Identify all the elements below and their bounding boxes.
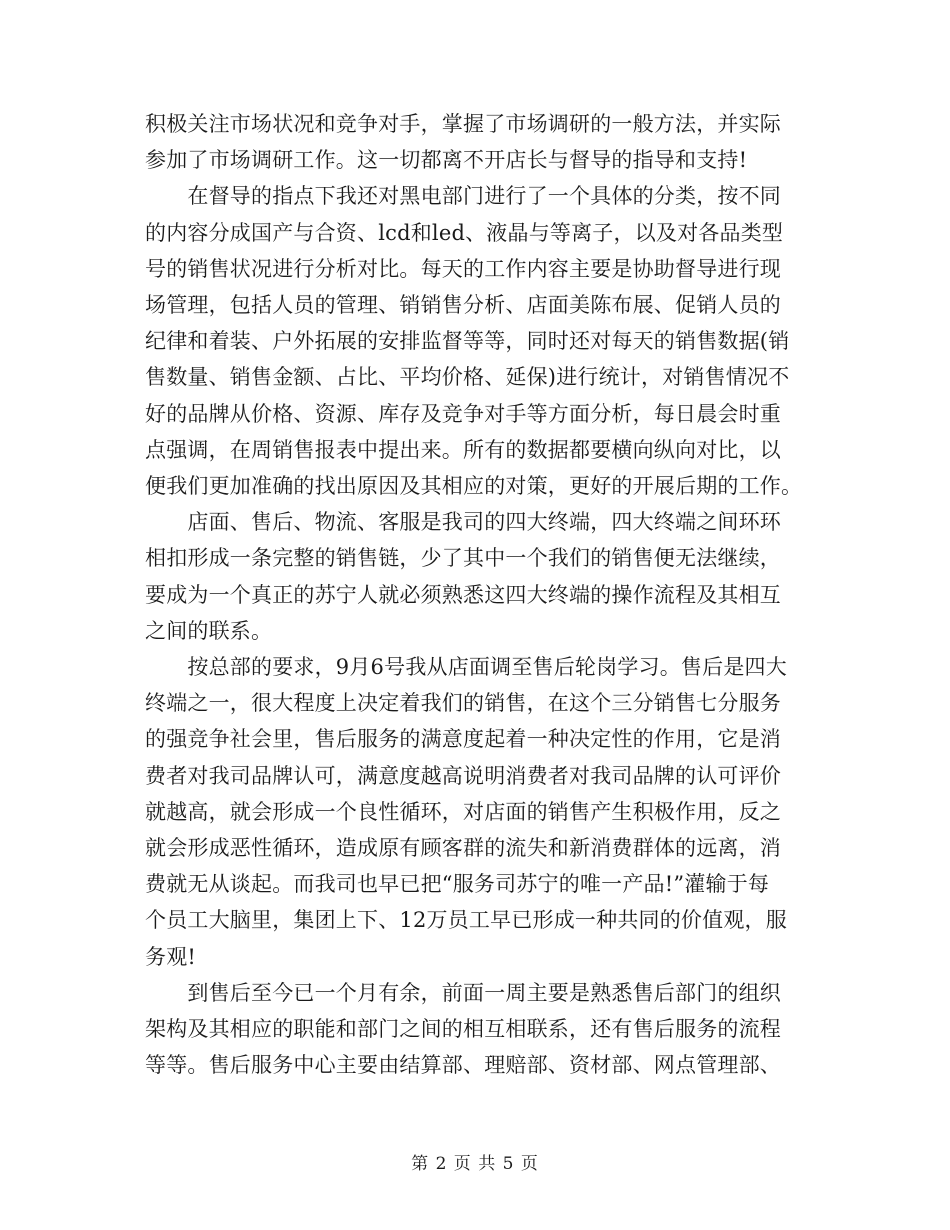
page-footer: 第 2 页 共 5 页 bbox=[411, 1154, 539, 1174]
body-text-line: 点强调，在周销售报表中提出来。所有的数据都要横向纵向对比，以 bbox=[145, 437, 781, 462]
body-text-line: 费就无从谈起。而我司也早已把“服务司苏宁的唯一产品!”灌输于每 bbox=[145, 872, 770, 897]
body-text-line: 个员工大脑里，集团上下、12万员工早已形成一种共同的价值观，服 bbox=[145, 908, 787, 933]
body-text-line: 相扣形成一条完整的销售链，少了其中一个我们的销售便无法继续， bbox=[145, 546, 781, 571]
body-text-line: 店面、售后、物流、客服是我司的四大终端，四大终端之间环环 bbox=[145, 510, 781, 535]
body-text-line: 就越高，就会形成一个良性循环，对店面的销售产生积极作用，反之 bbox=[145, 799, 781, 824]
body-text-line: 在督导的指点下我还对黑电部门进行了一个具体的分类，按不同 bbox=[145, 184, 781, 209]
body-text-line: 之间的联系。 bbox=[145, 618, 273, 643]
body-text-line: 到售后至今已一个月有余，前面一周主要是熟悉售后部门的组织 bbox=[145, 980, 781, 1005]
body-text-line: 要成为一个真正的苏宁人就必须熟悉这四大终端的操作流程及其相互 bbox=[145, 582, 781, 607]
body-text-line: 终端之一，很大程度上决定着我们的销售，在这个三分销售七分服务 bbox=[145, 691, 781, 716]
body-text-line: 的强竞争社会里，售后服务的满意度起着一种决定性的作用，它是消 bbox=[145, 727, 781, 752]
body-text-line: 的内容分成国产与合资、lcd和led、液晶与等离子，以及对各品类型 bbox=[145, 220, 784, 245]
body-text-line: 号的销售状况进行分析对比。每天的工作内容主要是协助督导进行现 bbox=[145, 256, 781, 281]
body-text-line: 便我们更加准确的找出原因及其相应的对策，更好的开展后期的工作。 bbox=[145, 474, 803, 498]
body-text-line: 架构及其相应的职能和部门之间的相互相联系，还有售后服务的流程 bbox=[145, 1017, 781, 1041]
body-text-line: 就会形成恶性循环，造成原有顾客群的流失和新消费群体的远离，消 bbox=[145, 836, 781, 860]
body-text-line: 按总部的要求，9月6号我从店面调至售后轮岗学习。售后是四大 bbox=[145, 655, 787, 679]
body-text-line: 积极关注市场状况和竞争对手，掌握了市场调研的一般方法，并实际 bbox=[145, 112, 781, 136]
body-text-line: 好的品牌从价格、资源、库存及竞争对手等方面分析，每日晨会时重 bbox=[145, 401, 781, 426]
body-text-line: 等等。售后服务中心主要由结算部、理赔部、资材部、网点管理部、 bbox=[145, 1053, 781, 1078]
body-text-line: 场管理，包括人员的管理、销销售分析、店面美陈布展、促销人员的 bbox=[145, 293, 781, 317]
body-text-line: 纪律和着装、户外拓展的安排监督等等，同时还对每天的销售数据(销 bbox=[145, 329, 790, 354]
body-text-line: 参加了市场调研工作。这一切都离不开店长与督导的指导和支持! bbox=[145, 148, 748, 173]
body-text-line: 售数量、销售金额、占比、平均价格、延保)进行统计，对销售情况不 bbox=[145, 365, 790, 390]
body-text-line: 务观! bbox=[145, 944, 197, 969]
body-text-line: 费者对我司品牌认可，满意度越高说明消费者对我司品牌的认可评价 bbox=[145, 763, 781, 788]
